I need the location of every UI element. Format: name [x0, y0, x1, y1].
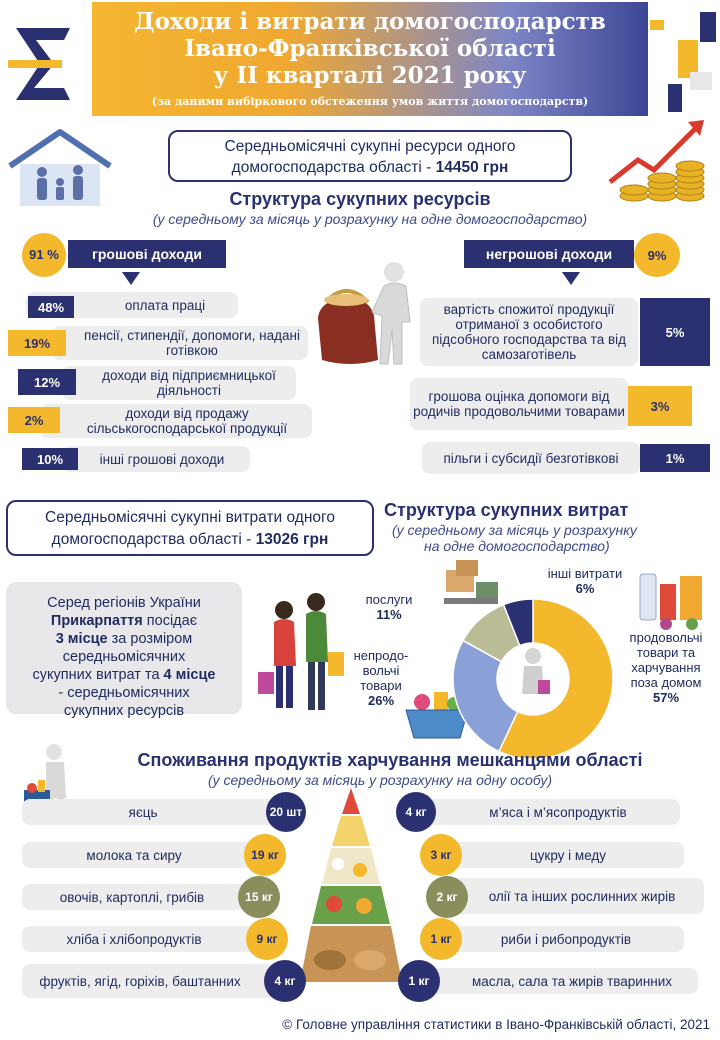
list-item: інші грошові доходи — [62, 446, 250, 472]
food-item: фруктів, ягід, горіхів, баштанних — [22, 964, 282, 998]
cash-income-label: грошові доходи — [68, 240, 226, 268]
cash-share-badge: 91 % — [22, 233, 66, 277]
percent-tag: 19% — [8, 330, 66, 356]
resources-title: Структура сукупних ресурсів — [229, 189, 491, 209]
expenses-total-text: Середньомісячні сукупні витрати одного домогосподарства області - — [45, 509, 335, 548]
food-item: масла, сала та жирів тваринних — [418, 968, 698, 994]
groceries-icon — [636, 566, 712, 632]
label-other: інші витрати 6% — [547, 566, 623, 596]
food-subtitle: (у середньому за місяць у розрахунку на одну особу) — [207, 772, 553, 788]
ranking-callout: Серед регіонів України Прикарпаття посідає 3 місце за розміром середньомісячних сукупних витрат та 4 місце - середньомісячних сукупних ресурсів — [6, 582, 242, 714]
amount-circle: 4 кг — [264, 960, 306, 1002]
expenses-subtitle-line: на одне домогосподарство) — [424, 538, 610, 554]
label-food: продовольчі товари та харчування поза домом 57% — [629, 630, 703, 705]
expenses-title: Структура сукупних витрат — [384, 500, 629, 520]
food-item: молока та сиру — [22, 842, 266, 868]
list-item: пільги і субсидії безготівкові — [422, 442, 640, 474]
footer-copyright: © Головне управління статистики в Івано-Франківській області, 2021 — [282, 1017, 710, 1032]
expenses-total-value: 13026 грн — [255, 531, 329, 548]
amount-circle: 4 кг — [396, 792, 436, 832]
title-line: Доходи і витрати домогосподарств — [134, 8, 606, 35]
amount-circle: 20 шт — [266, 792, 306, 832]
percent-tag: 48% — [28, 296, 74, 318]
food-item: риби і рибопродуктів — [432, 926, 684, 952]
noncash-income-label: негрошові доходи — [464, 240, 634, 268]
noncash-share-badge: 9% — [634, 233, 680, 277]
list-item: пенсії, стипендії, допомоги, надані готівкою — [52, 326, 308, 360]
title-line: у ІІ кварталі 2021 року — [213, 62, 527, 89]
header-subtitle: (за даними вибіркового обстеження умов життя домогосподарств) — [151, 95, 589, 108]
food-title: Споживання продуктів харчування мешканцями області — [137, 750, 643, 770]
decor-block — [668, 84, 682, 112]
food-pyramid-icon — [298, 784, 404, 986]
food-item: олії та інших рослинних жирів — [440, 878, 704, 914]
amount-circle: 1 кг — [398, 960, 440, 1002]
label-nonfood: непродо- вольчі товари 26% — [353, 648, 409, 708]
arrow-down-icon — [122, 272, 140, 285]
decor-block — [700, 12, 716, 42]
title-line: Івано-Франківської області — [184, 35, 556, 62]
list-item: вартість спожитої продукції отриманої з особистого підсобного господарства та від самозаготівель — [420, 298, 638, 366]
food-item: м’яса і м’ясопродуктів — [420, 799, 680, 825]
food-item: цукру і меду — [436, 842, 684, 868]
shoppers-icon — [252, 588, 352, 718]
percent-tag: 5% — [640, 298, 710, 366]
shopper-figure-icon — [522, 648, 550, 694]
percent-tag: 10% — [22, 448, 78, 470]
percent-tag: 12% — [18, 369, 76, 395]
family-house-icon — [4, 126, 116, 208]
food-item: овочів, картоплі, грибів — [22, 884, 258, 910]
decor-block — [650, 20, 664, 30]
food-item: яєць — [22, 799, 284, 825]
sigma-logo-icon — [8, 22, 88, 106]
list-item: доходи від продажу сільськогосподарської продукції — [40, 404, 312, 438]
decor-block — [690, 72, 712, 90]
amount-circle: 19 кг — [244, 834, 286, 876]
expenses-total-box — [6, 500, 374, 556]
list-item: оплата праці — [26, 292, 238, 318]
list-item: доходи від підприємницької діяльності — [62, 366, 296, 400]
amount-circle: 9 кг — [246, 918, 288, 960]
resources-total-box — [168, 130, 572, 182]
expenses-donut-chart — [448, 594, 618, 764]
purse-man-icon — [310, 256, 422, 370]
resources-total-value: 14450 грн — [435, 159, 509, 176]
expenses-subtitle-line: (у середньому за місяць у розрахунку — [392, 522, 637, 538]
arrow-down-icon — [562, 272, 580, 285]
percent-tag: 3% — [628, 386, 692, 426]
resources-total-text: Середньомісячні сукупні ресурси одного домогосподарства області - — [224, 138, 516, 176]
coins-growth-icon — [604, 112, 714, 204]
header-banner — [92, 2, 648, 116]
amount-circle: 2 кг — [426, 876, 468, 918]
resources-subtitle: (у середньому за місяць у розрахунку на одне домогосподарство) — [152, 211, 588, 227]
amount-circle: 15 кг — [238, 876, 280, 918]
amount-circle: 1 кг — [420, 918, 462, 960]
label-services: послуги 11% — [365, 592, 413, 622]
amount-circle: 3 кг — [420, 834, 462, 876]
food-item: хліба і хлібопродуктів — [22, 926, 266, 952]
percent-tag: 1% — [640, 444, 710, 472]
percent-tag: 2% — [8, 407, 60, 433]
list-item: грошова оцінка допомоги від родичів продовольчими товарами — [410, 378, 628, 430]
